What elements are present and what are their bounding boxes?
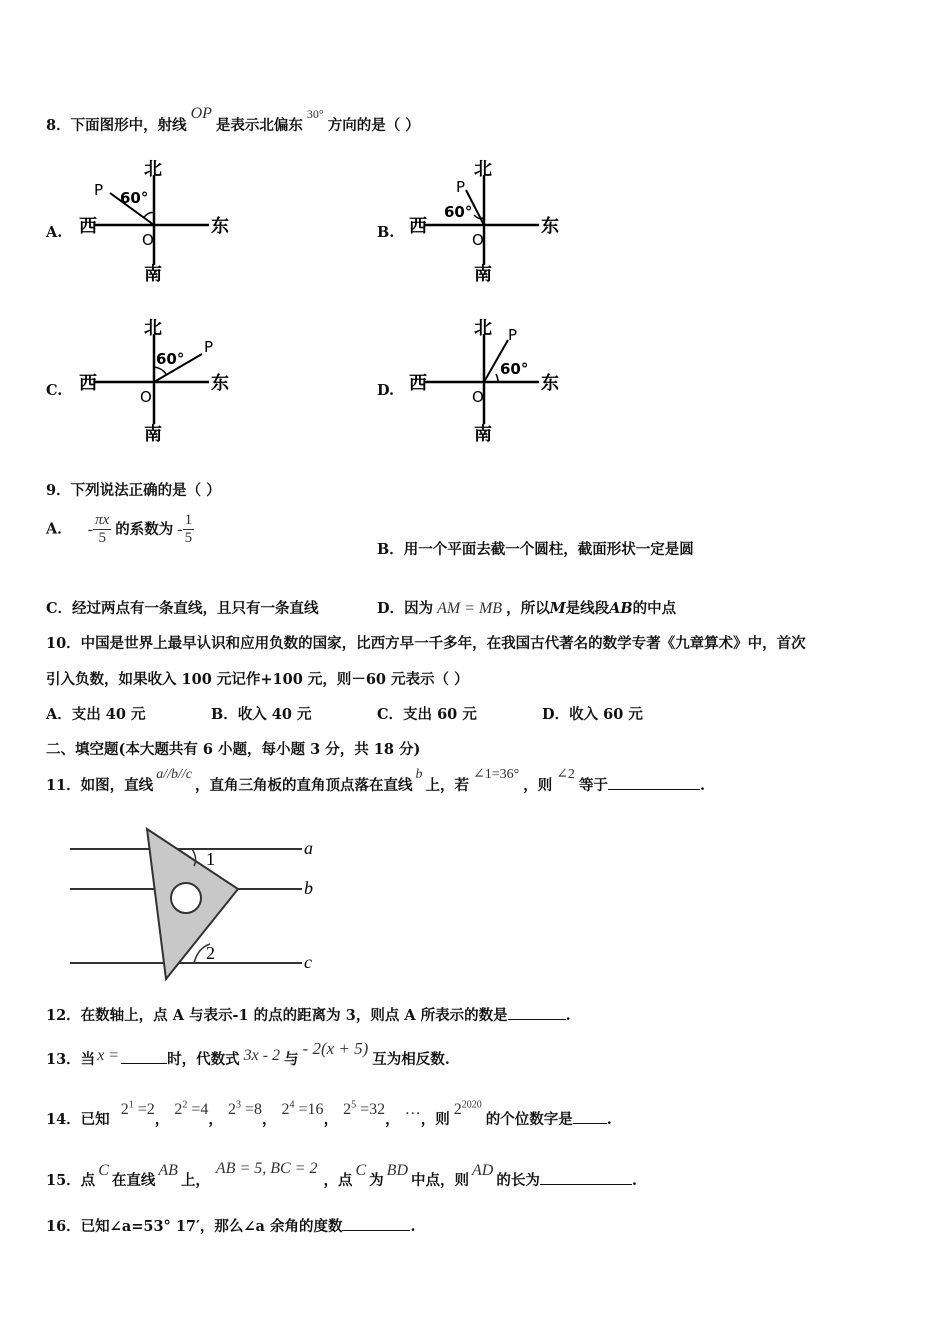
angle-label: 60° — [500, 360, 529, 378]
q9-option-b: B．用一个平面去截一个圆柱，截面形状一定是圆 — [377, 541, 694, 558]
point-p-label: P — [94, 181, 104, 199]
point-p-label: P — [456, 178, 466, 196]
north-label: 北 — [144, 159, 162, 180]
point-p-label: P — [508, 326, 518, 344]
west-label: 西 — [79, 373, 97, 394]
q15-stem: 15．点C在直线AB上，AB = 5, BC = 2，点C为BD中点，则AD的长为 . — [46, 1160, 637, 1189]
north-label: 北 — [474, 159, 492, 180]
east-label: 东 — [211, 373, 229, 394]
q16-stem: 16．已知∠a=53° 17′，那么∠a 余角的度数 . — [46, 1218, 416, 1235]
q11-stem: 11．如图，直线a//b//c，直角三角板的直角顶点落在直线b上，若∠1=36°，则∠2等于 . — [46, 767, 705, 794]
q10-option-b: B．收入 40 元 — [211, 706, 312, 723]
q10-option-a: A．支出 40 元 — [46, 706, 146, 723]
q12-answer-blank[interactable] — [508, 1007, 566, 1020]
origin-label: O — [142, 231, 154, 249]
south-label: 南 — [144, 424, 162, 445]
ray-op: OP — [190, 105, 212, 122]
triangle-parallel-lines-figure — [66, 822, 326, 982]
west-label: 西 — [409, 373, 427, 394]
q8-option-b-label: B. — [377, 224, 395, 241]
compass-diagram-c — [74, 312, 244, 447]
origin-label: O — [472, 231, 484, 249]
q13-answer-blank[interactable] — [121, 1051, 167, 1064]
compass-diagram-a — [74, 155, 244, 285]
origin-label: O — [472, 388, 484, 406]
north-label: 北 — [144, 318, 162, 339]
q8-option-d-label: D. — [377, 382, 395, 399]
east-label: 东 — [211, 216, 229, 237]
q8-option-c-label: C. — [46, 382, 63, 399]
fraction-pix-5: $\frac{\pi x}{5}$ — [95, 512, 110, 546]
south-label: 南 — [474, 264, 492, 285]
q15-answer-blank[interactable] — [540, 1172, 632, 1185]
angle-30: 30° — [306, 107, 324, 121]
q9-option-d: D．因为 AM = MB ，所以M是线段AB的中点 — [377, 600, 677, 617]
origin-label: O — [140, 388, 152, 406]
north-label: 北 — [474, 318, 492, 339]
west-label: 西 — [409, 216, 427, 237]
line-a-label: a — [304, 838, 313, 858]
q10-option-c: C．支出 60 元 — [377, 706, 477, 723]
q10-line2: 引入负数，如果收入 100 元记作+100 元，则－60 元表示（ ） — [46, 671, 469, 688]
east-label: 东 — [541, 373, 559, 394]
south-label: 南 — [144, 264, 162, 285]
angle-1-label: 1 — [206, 849, 215, 869]
angle-label: 60° — [120, 189, 149, 207]
angle-label: 60° — [444, 203, 473, 221]
q13-stem: 13．当 x = 时，代数式 3x - 2 与- 2(x + 5)互为相反数. — [46, 1039, 450, 1068]
line-c-label: c — [304, 952, 312, 972]
compass-diagram-d — [404, 312, 574, 447]
section-2-heading: 二、填空题(本大题共有 6 小题，每小题 3 分，共 18 分) — [46, 741, 421, 758]
compass-diagram-b — [404, 155, 574, 285]
fraction-1-5: $\frac{1}{5}$ — [184, 512, 193, 546]
q8-stem: 8．下面图形中，射线OP是表示北偏东$^{30^\circ}$方向的是（ ） — [46, 105, 420, 134]
q10-option-d: D．收入 60 元 — [542, 706, 643, 723]
q16-answer-blank[interactable] — [342, 1218, 410, 1231]
west-label: 西 — [79, 216, 97, 237]
q14-stem: 14．已知 $2^1 =2$， $2^2 =4$， $2^3 =8$， $2^4 =16$， $2^5 =32$， …，则$2^{2020}$的个位数字是 . — [46, 1099, 612, 1128]
east-label: 东 — [541, 216, 559, 237]
q12-stem: 12．在数轴上，点 A 与表示-1 的点的距离为 3，则点 A 所表示的数是 . — [46, 1007, 571, 1024]
angle-2-label: 2 — [206, 943, 215, 963]
angle-label: 60° — [156, 350, 185, 368]
q14-answer-blank[interactable] — [573, 1111, 607, 1124]
line-b-label: b — [304, 878, 313, 898]
south-label: 南 — [474, 424, 492, 445]
q9-option-c: C．经过两点有一条直线，且只有一条直线 — [46, 600, 319, 617]
point-p-label: P — [204, 338, 214, 356]
q9-stem: 9．下列说法正确的是（ ） — [46, 482, 221, 499]
q8-option-a-label: A. — [46, 224, 63, 241]
q10-line1: 10．中国是世界上最早认识和应用负数的国家，比西方早一千多年，在我国古代著名的数学专著《九章算术》中，首次 — [46, 635, 806, 652]
q11-answer-blank[interactable] — [608, 777, 700, 790]
q9-option-a: A． - $\frac{\pi x}{5}$ 的系数为 - $\frac{1}{5}$ — [46, 512, 193, 546]
